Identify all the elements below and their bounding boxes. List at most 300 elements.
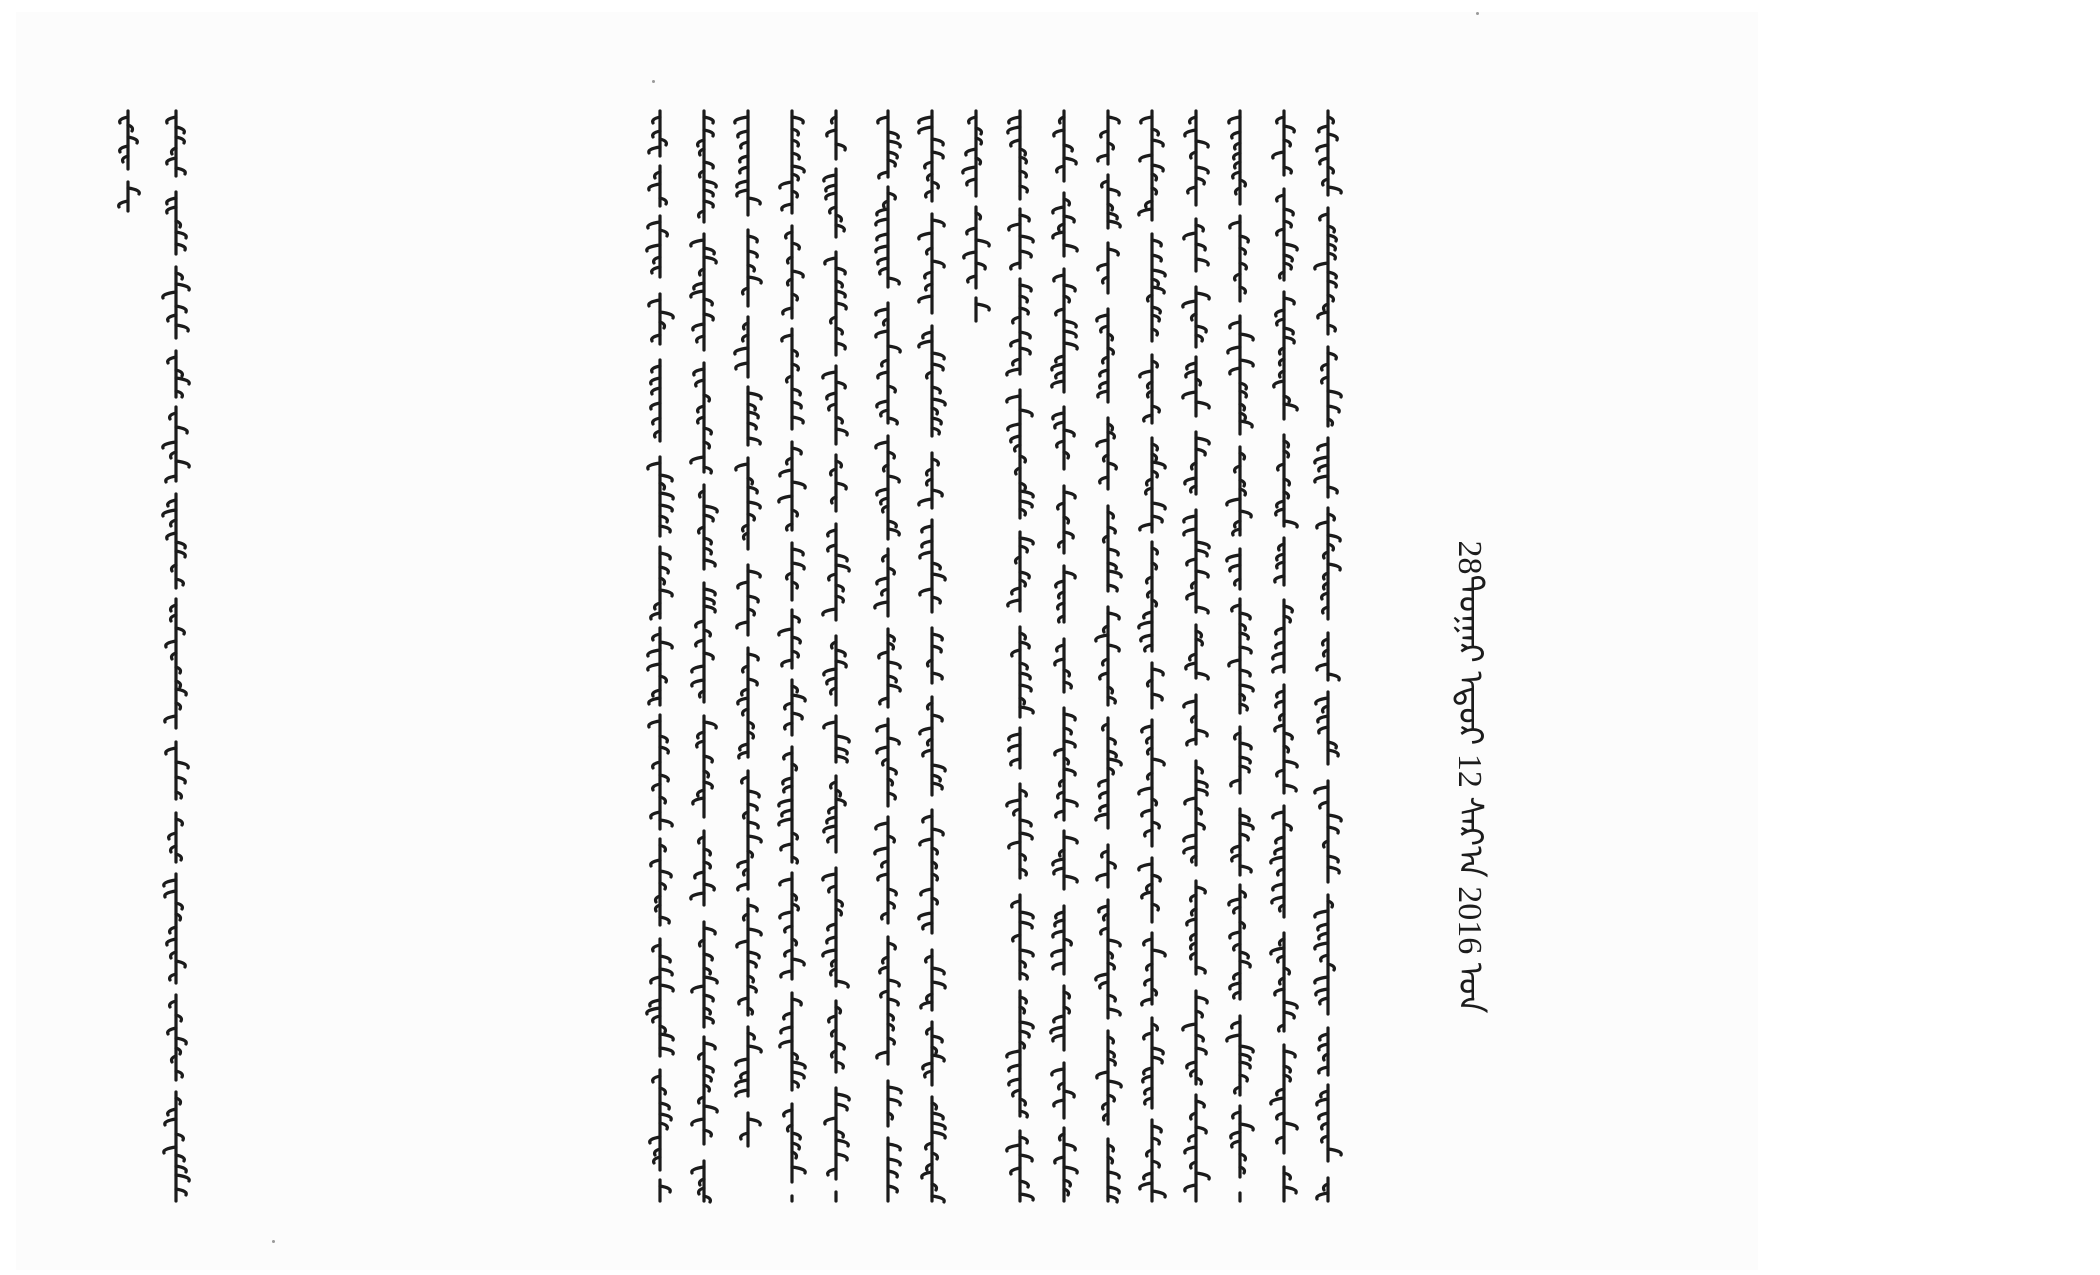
script-stroke [919, 341, 932, 347]
script-stroke [888, 346, 900, 352]
script-stroke [164, 1147, 176, 1153]
script-stroke [920, 728, 932, 734]
script-stroke [648, 222, 660, 228]
script-stroke [704, 560, 715, 566]
script-stroke [932, 139, 943, 145]
script-stroke [1140, 155, 1152, 161]
script-stroke [1316, 989, 1328, 995]
script-stroke [888, 529, 899, 535]
script-stroke [1020, 833, 1032, 839]
text-column-14 [728, 107, 768, 1152]
script-stroke [888, 476, 899, 482]
mongolian-script-strokes [1264, 107, 1304, 1207]
script-stroke [1009, 117, 1020, 123]
script-stroke [932, 1123, 945, 1129]
script-stroke [649, 721, 660, 727]
script-stroke [836, 1154, 847, 1160]
script-stroke [1108, 189, 1119, 195]
script-stroke [1141, 117, 1152, 123]
script-stroke [1152, 140, 1163, 146]
script-stroke [1097, 1072, 1108, 1078]
script-stroke [1196, 789, 1207, 795]
script-stroke [1052, 364, 1064, 370]
mongolian-script-strokes [772, 107, 812, 1207]
script-stroke [1271, 857, 1284, 863]
script-stroke [877, 578, 888, 584]
paper-sheet [16, 12, 1758, 1270]
mongolian-script-strokes [1044, 107, 1084, 1207]
script-stroke [1007, 396, 1020, 402]
script-stroke [877, 489, 888, 495]
mongolian-script-strokes [956, 107, 996, 327]
script-stroke [1152, 287, 1164, 293]
script-stroke [1240, 647, 1251, 653]
script-stroke [1009, 734, 1020, 740]
script-stroke [779, 496, 792, 502]
script-stroke [1185, 798, 1196, 804]
script-stroke [1328, 1149, 1341, 1155]
text-column-1 [1308, 107, 1348, 1207]
script-stroke [1008, 600, 1020, 606]
script-stroke [1020, 912, 1033, 918]
script-stroke [824, 826, 836, 832]
script-stroke [780, 1041, 792, 1047]
script-stroke [823, 609, 836, 615]
script-stroke [647, 1008, 660, 1014]
script-stroke [1064, 837, 1077, 843]
script-stroke [1108, 1081, 1121, 1087]
script-stroke [748, 1119, 760, 1125]
script-stroke [780, 912, 792, 918]
script-stroke [1284, 1002, 1297, 1008]
script-stroke [1020, 251, 1031, 257]
script-stroke [1152, 1048, 1163, 1054]
script-stroke [1273, 812, 1284, 818]
script-stroke [736, 363, 748, 369]
script-stroke [649, 184, 660, 190]
script-stroke [649, 300, 660, 306]
script-stroke [660, 1114, 671, 1120]
script-stroke [919, 233, 932, 239]
script-stroke [1020, 685, 1031, 691]
script-stroke [836, 565, 849, 571]
script-stroke [1196, 141, 1208, 147]
script-stroke [704, 181, 716, 187]
script-stroke [1328, 867, 1339, 873]
script-stroke [1240, 360, 1253, 366]
script-stroke [176, 1175, 189, 1181]
script-stroke [1108, 1172, 1119, 1178]
script-stroke [648, 650, 660, 656]
script-stroke [1317, 145, 1328, 151]
script-stroke [176, 461, 189, 467]
script-stroke [1008, 424, 1020, 430]
script-stroke [737, 622, 748, 628]
script-stroke [876, 442, 888, 448]
script-stroke [692, 1167, 704, 1173]
script-stroke [824, 669, 836, 675]
script-stroke [877, 234, 888, 240]
script-stroke [836, 555, 847, 561]
script-stroke [824, 175, 836, 181]
script-stroke [1009, 224, 1020, 230]
script-stroke [748, 952, 759, 958]
script-stroke [932, 982, 945, 988]
script-stroke [1284, 761, 1297, 767]
script-stroke [781, 1027, 792, 1033]
script-stroke [1229, 660, 1240, 666]
script-stroke [691, 291, 704, 297]
script-stroke [1009, 1079, 1020, 1085]
script-stroke [836, 736, 849, 742]
script-stroke [1240, 1046, 1253, 1052]
script-stroke [888, 685, 900, 691]
script-stroke [165, 716, 176, 722]
script-stroke [1064, 800, 1077, 806]
script-stroke [1196, 259, 1208, 265]
script-stroke [932, 364, 943, 370]
script-stroke [1052, 381, 1064, 387]
script-stroke [836, 756, 847, 762]
script-stroke [1064, 714, 1075, 720]
script-stroke [1020, 285, 1031, 291]
script-stroke [1152, 950, 1165, 956]
script-stroke [1196, 673, 1208, 679]
script-stroke [1009, 745, 1020, 751]
script-stroke [781, 844, 792, 850]
mongolian-script-strokes [868, 107, 908, 1207]
script-stroke [176, 427, 187, 433]
script-stroke [932, 1113, 943, 1119]
script-stroke [976, 240, 989, 246]
script-stroke [792, 563, 804, 569]
script-stroke [748, 393, 761, 399]
script-stroke [876, 219, 888, 225]
text-column-10 [912, 107, 952, 1207]
script-stroke [748, 929, 761, 935]
script-stroke [792, 1167, 805, 1173]
script-stroke [1064, 741, 1075, 747]
script-stroke [748, 571, 760, 577]
script-stroke [779, 800, 792, 806]
script-stroke [660, 1048, 673, 1054]
script-stroke [1185, 478, 1196, 484]
script-stroke [876, 309, 888, 315]
script-stroke [1064, 1167, 1077, 1173]
script-stroke [888, 662, 900, 668]
script-stroke [748, 198, 760, 204]
script-stroke [1196, 293, 1209, 299]
script-stroke [1284, 404, 1297, 410]
mongolian-script-strokes [1132, 107, 1172, 1207]
script-stroke [1185, 1147, 1196, 1153]
script-stroke [888, 1144, 900, 1150]
script-stroke [932, 574, 945, 580]
script-stroke [919, 117, 932, 123]
script-stroke [1152, 165, 1163, 171]
text-column-17 [156, 107, 196, 1207]
script-stroke [1020, 707, 1033, 713]
script-stroke [704, 506, 717, 512]
script-stroke [1240, 511, 1251, 517]
script-stroke [1053, 413, 1064, 419]
script-stroke [1140, 1183, 1152, 1189]
script-stroke [660, 969, 672, 975]
script-stroke [836, 1094, 849, 1100]
script-stroke [1196, 781, 1207, 787]
script-stroke [1273, 884, 1284, 890]
script-stroke [792, 549, 803, 555]
script-stroke [1064, 285, 1075, 291]
script-stroke [1064, 321, 1076, 327]
script-stroke [920, 839, 932, 845]
script-stroke [691, 457, 704, 463]
script-stroke [1196, 571, 1208, 577]
script-stroke [964, 252, 976, 258]
script-stroke [1196, 997, 1207, 1003]
script-stroke [792, 417, 803, 423]
script-stroke [1152, 669, 1163, 675]
script-stroke [1052, 1069, 1064, 1075]
script-stroke [1183, 301, 1196, 307]
script-stroke [1317, 1099, 1328, 1105]
mongolian-script-strokes [156, 107, 196, 1207]
script-stroke [1152, 1191, 1165, 1197]
script-stroke [876, 246, 888, 252]
script-stroke [1108, 1009, 1120, 1015]
script-stroke [748, 791, 759, 797]
script-stroke [836, 1140, 848, 1146]
script-stroke [1328, 674, 1339, 680]
script-stroke [1064, 1144, 1075, 1150]
script-stroke [164, 880, 176, 886]
script-stroke [921, 1002, 932, 1008]
script-stroke [1328, 564, 1340, 570]
script-stroke [1152, 503, 1165, 509]
script-stroke [660, 985, 673, 991]
mongolian-script-strokes [816, 107, 856, 1207]
script-stroke [823, 950, 836, 956]
script-stroke [163, 442, 176, 448]
script-stroke [780, 470, 792, 476]
mongolian-script-strokes [640, 107, 680, 1207]
script-stroke [736, 1059, 748, 1065]
script-stroke [932, 1055, 944, 1061]
script-stroke [1064, 245, 1077, 251]
script-stroke [704, 928, 715, 934]
script-stroke [1273, 653, 1284, 659]
script-stroke [780, 879, 792, 885]
script-stroke [176, 378, 189, 384]
script-stroke [1196, 607, 1208, 613]
script-stroke [932, 353, 944, 359]
script-stroke [691, 893, 704, 899]
script-stroke [963, 167, 976, 173]
script-stroke [649, 698, 660, 704]
text-column-15 [684, 107, 724, 1207]
script-stroke [1140, 371, 1152, 377]
script-stroke [877, 401, 888, 407]
script-stroke [1317, 1193, 1328, 1199]
script-stroke [737, 190, 748, 196]
script-stroke [1184, 529, 1196, 535]
script-stroke [1152, 462, 1165, 468]
script-stroke [1315, 476, 1328, 482]
script-stroke [779, 629, 792, 635]
script-stroke [1096, 635, 1108, 641]
script-stroke [735, 348, 748, 354]
mongolian-script-strokes [1308, 107, 1348, 1207]
script-stroke [1227, 1035, 1240, 1041]
script-stroke [1020, 236, 1033, 242]
script-stroke [1064, 158, 1076, 164]
scan-speck [1476, 12, 1479, 15]
script-stroke [1020, 1022, 1033, 1028]
script-stroke [163, 510, 176, 516]
script-stroke [1139, 788, 1152, 794]
script-stroke [1097, 315, 1108, 321]
script-stroke [649, 147, 660, 153]
text-column-6 [1088, 107, 1128, 1207]
script-stroke [660, 493, 673, 499]
script-stroke [1152, 270, 1165, 276]
mongolian-script-strokes [1000, 107, 1040, 1207]
script-stroke [1315, 263, 1328, 269]
script-stroke [735, 117, 748, 123]
script-stroke [781, 971, 792, 977]
mongolian-script-strokes [728, 107, 768, 1152]
script-stroke [748, 1046, 761, 1052]
script-stroke [1020, 491, 1033, 497]
script-stroke [888, 738, 899, 744]
script-stroke [1315, 787, 1328, 793]
script-stroke [704, 606, 715, 612]
script-stroke [932, 261, 944, 267]
script-stroke [1273, 666, 1284, 672]
text-column-16 [640, 107, 680, 1207]
script-stroke [1284, 521, 1297, 527]
script-stroke [1139, 622, 1152, 628]
script-stroke [1271, 948, 1284, 954]
script-stroke [888, 141, 900, 147]
script-stroke [1284, 1123, 1297, 1129]
script-stroke [877, 209, 888, 215]
script-stroke [1196, 730, 1207, 736]
script-stroke [660, 1034, 673, 1040]
script-stroke [888, 1159, 900, 1165]
script-stroke [875, 848, 888, 854]
script-stroke [919, 127, 932, 133]
script-stroke [932, 829, 943, 835]
script-stroke [128, 188, 139, 194]
script-stroke [1141, 635, 1152, 641]
script-stroke [1064, 572, 1075, 578]
script-stroke [163, 292, 176, 298]
script-stroke [1108, 759, 1121, 765]
mongolian-script-strokes [1088, 107, 1128, 1207]
script-stroke [1108, 571, 1121, 577]
script-stroke [1108, 613, 1119, 619]
script-stroke [660, 312, 673, 318]
script-stroke [1184, 701, 1196, 707]
script-stroke [921, 889, 932, 895]
script-stroke [1020, 950, 1033, 956]
script-stroke [1020, 501, 1032, 507]
script-stroke [692, 1119, 704, 1125]
script-stroke [1328, 391, 1341, 397]
script-stroke [876, 823, 888, 829]
script-stroke [877, 725, 888, 731]
text-column-12 [816, 107, 856, 1207]
text-column-2 [1264, 107, 1304, 1207]
mongolian-script-strokes [684, 107, 724, 1207]
script-stroke [1020, 1194, 1033, 1200]
script-stroke [1008, 127, 1020, 133]
script-stroke [1273, 152, 1284, 158]
script-stroke [693, 798, 704, 804]
script-stroke [1108, 1187, 1119, 1193]
script-stroke [932, 399, 945, 405]
script-stroke [1315, 977, 1328, 983]
script-stroke [1051, 1027, 1064, 1033]
text-column-3 [1220, 107, 1260, 1207]
script-stroke [1240, 1124, 1253, 1130]
text-column-5 [1132, 107, 1172, 1207]
script-stroke [1240, 866, 1251, 872]
script-stroke [1227, 555, 1240, 561]
script-stroke [1184, 847, 1196, 853]
script-stroke [888, 1087, 901, 1093]
script-stroke [825, 1118, 836, 1124]
mongolian-script-strokes [108, 107, 148, 217]
script-stroke [660, 475, 672, 481]
script-stroke [792, 959, 804, 965]
script-stroke [1316, 698, 1328, 704]
script-stroke [748, 438, 760, 444]
script-stroke [1020, 820, 1031, 826]
script-stroke [1152, 759, 1164, 765]
script-stroke [692, 666, 704, 672]
script-stroke [648, 463, 660, 469]
script-stroke [1009, 1065, 1020, 1071]
script-stroke [1272, 897, 1284, 903]
script-stroke [1020, 922, 1032, 928]
script-stroke [1053, 859, 1064, 865]
script-stroke [1007, 800, 1020, 806]
script-stroke [1096, 814, 1108, 820]
script-stroke [1196, 1173, 1209, 1179]
text-column-4 [1176, 107, 1216, 1207]
script-stroke [1009, 842, 1020, 848]
script-stroke [1007, 1145, 1020, 1151]
script-stroke [1184, 516, 1196, 522]
script-stroke [1184, 835, 1196, 841]
mongolian-script-strokes [1220, 107, 1260, 1207]
script-stroke [976, 304, 989, 310]
script-stroke [1284, 244, 1297, 250]
script-stroke [1064, 876, 1077, 882]
script-stroke [792, 271, 803, 277]
script-stroke [1284, 785, 1296, 791]
script-stroke [660, 820, 672, 826]
script-stroke [1053, 931, 1064, 937]
script-stroke [1020, 1155, 1032, 1161]
script-stroke [1097, 440, 1108, 446]
script-stroke [792, 1062, 805, 1068]
page-header [1444, 540, 1514, 1014]
script-stroke [1108, 940, 1120, 946]
script-stroke [660, 590, 672, 596]
